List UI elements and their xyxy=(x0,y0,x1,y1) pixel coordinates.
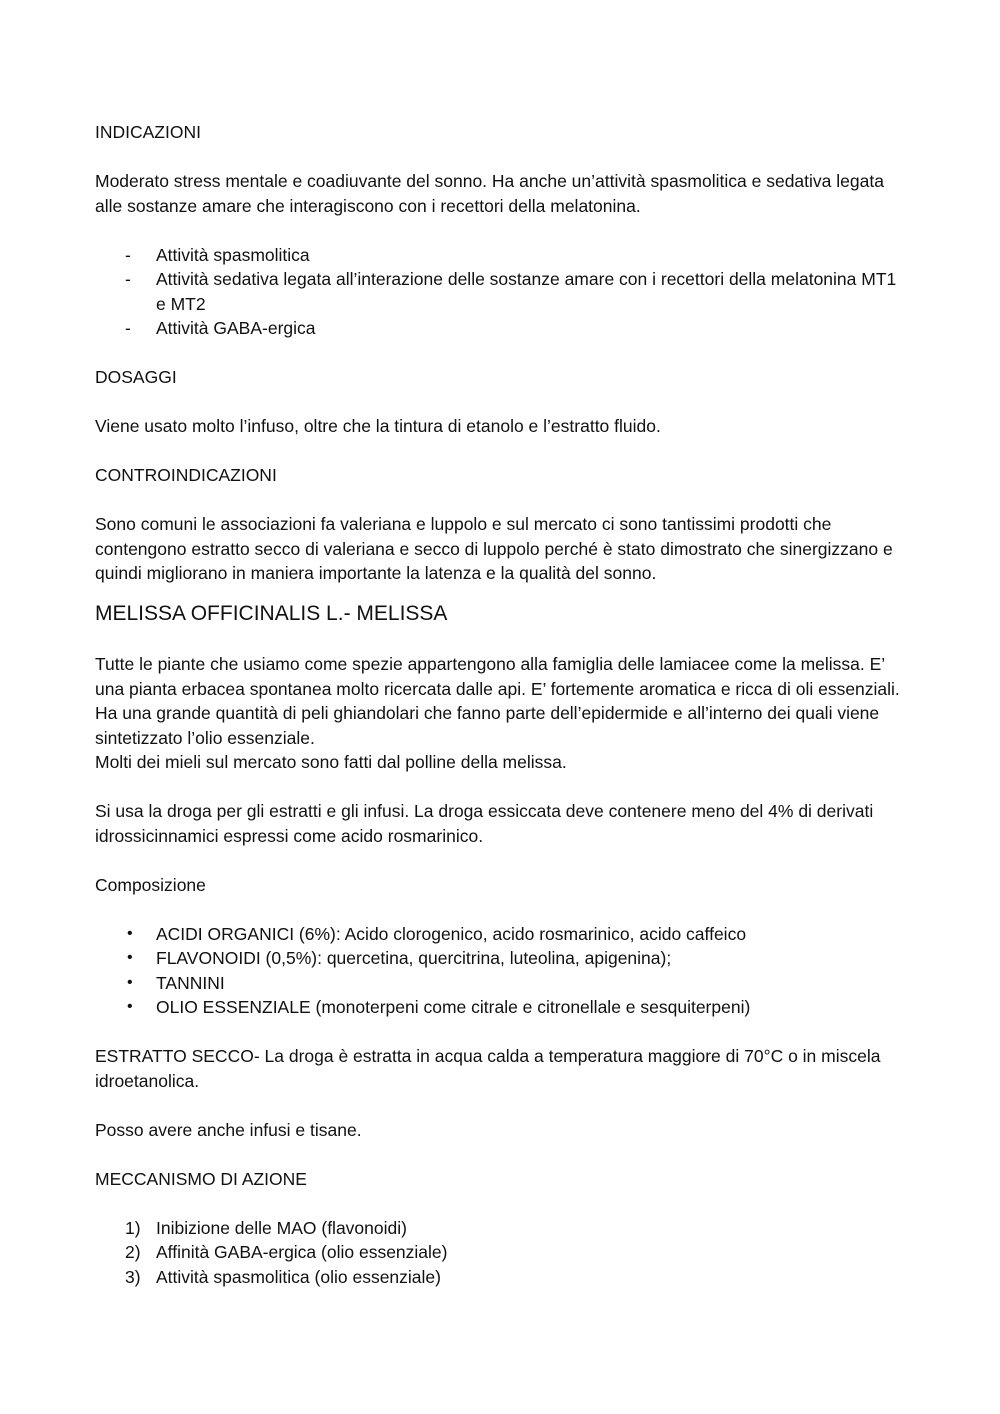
list-item xyxy=(95,995,910,1020)
list-item-text: TANNINI xyxy=(156,972,225,993)
list-item-text: Attività spasmolitica xyxy=(156,244,310,265)
melissa-paragraph-1: Tutte le piante che usiamo come spezie appartengono alla famiglia delle lamiacee come la melissa. E’ una pianta erbacea spontanea molto ricercata dalle api. E’ fortemente aromatica e ricca di oli essenziali. Ha una grande quantità di peli ghiandolari che fanno parte dell’epidermide e all’interno dei quali viene sintetizzato l’olio essenziale. xyxy=(95,654,900,748)
list-item xyxy=(95,946,910,971)
composizione-list xyxy=(95,922,910,1020)
melissa-paragraph-3: Si usa la droga per gli estratti e gli infusi. La droga essiccata deve contenere meno del 4% di derivati idrossicinnamici espressi come acido rosmarinico. xyxy=(95,801,874,846)
list-item-text: Attività GABA-ergica xyxy=(156,318,316,338)
list-item xyxy=(95,316,910,341)
number-marker: 2) xyxy=(125,1242,141,1262)
indicazioni-heading: INDICAZIONI xyxy=(95,122,201,142)
list-item-text: Affinità GABA-ergica (olio essenziale) xyxy=(156,1242,448,1262)
dash-marker: - xyxy=(125,269,131,289)
list-item-text: Inibizione delle MAO (flavonoidi) xyxy=(156,1217,407,1238)
controindicazioni-heading: CONTROINDICAZIONI xyxy=(95,465,277,485)
list-item xyxy=(95,922,910,947)
list-item-text: Attività spasmolitica (olio essenziale) xyxy=(156,1266,441,1287)
meccanismo-list xyxy=(95,1216,910,1290)
list-item xyxy=(95,1240,910,1265)
bullet-marker: • xyxy=(127,998,133,1015)
melissa-heading: MELISSA OFFICINALIS L.- MELISSA xyxy=(95,602,448,625)
list-item xyxy=(95,1265,910,1290)
dosaggi-heading: DOSAGGI xyxy=(95,367,177,387)
list-item xyxy=(95,267,910,316)
melissa-paragraph-2: Molti dei mieli sul mercato sono fatti dal polline della melissa. xyxy=(95,752,567,772)
list-item-text: FLAVONOIDI (0,5%): quercetina, quercitrina, luteolina, apigenina); xyxy=(156,948,672,968)
number-marker: 3) xyxy=(125,1266,141,1287)
meccanismo-heading: MECCANISMO DI AZIONE xyxy=(95,1168,307,1189)
list-item xyxy=(95,1216,910,1241)
document-page xyxy=(95,120,910,1314)
list-item-text: ACIDI ORGANICI (6%): Acido clorogenico, acido rosmarinico, acido caffeico xyxy=(156,923,747,944)
dash-marker: - xyxy=(125,244,131,265)
bullet-marker: • xyxy=(127,973,133,991)
infusi-paragraph: Posso avere anche infusi e tisane. xyxy=(95,1119,362,1140)
dash-marker: - xyxy=(125,318,131,338)
indicazioni-list xyxy=(95,243,910,341)
bullet-marker: • xyxy=(127,949,133,966)
bullet-marker: • xyxy=(127,924,133,942)
controindicazioni-paragraph: Sono comuni le associazioni fa valeriana e luppolo e sul mercato ci sono tantissimi prodotti che contengono estratto secco di valeriana e secco di luppolo perché è stato dimostrato che sinergizzano e quindi migliorano in maniera importante la latenza e la qualità del sonno. xyxy=(95,514,893,583)
dosaggi-paragraph: Viene usato molto l’infuso, oltre che la tintura di etanolo e l’estratto fluido. xyxy=(95,416,661,436)
composizione-heading: Composizione xyxy=(95,874,206,895)
number-marker: 1) xyxy=(125,1217,141,1238)
estratto-paragraph: ESTRATTO SECCO- La droga è estratta in acqua calda a temperatura maggiore di 70°C o in miscela idroetanolica. xyxy=(95,1046,881,1091)
list-item-text: Attività sedativa legata all’interazione delle sostanze amare con i recettori della melatonina MT1 e MT2 xyxy=(156,269,897,314)
list-item-text: OLIO ESSENZIALE (monoterpeni come citrale e citronellale e sesquiterpeni) xyxy=(156,997,751,1017)
list-item xyxy=(95,243,910,268)
list-item xyxy=(95,971,910,996)
indicazioni-paragraph: Moderato stress mentale e coadiuvante del sonno. Ha anche un’attività spasmolitica e sedativa legata alle sostanze amare che interagiscono con i recettori della melatonina. xyxy=(95,171,884,216)
